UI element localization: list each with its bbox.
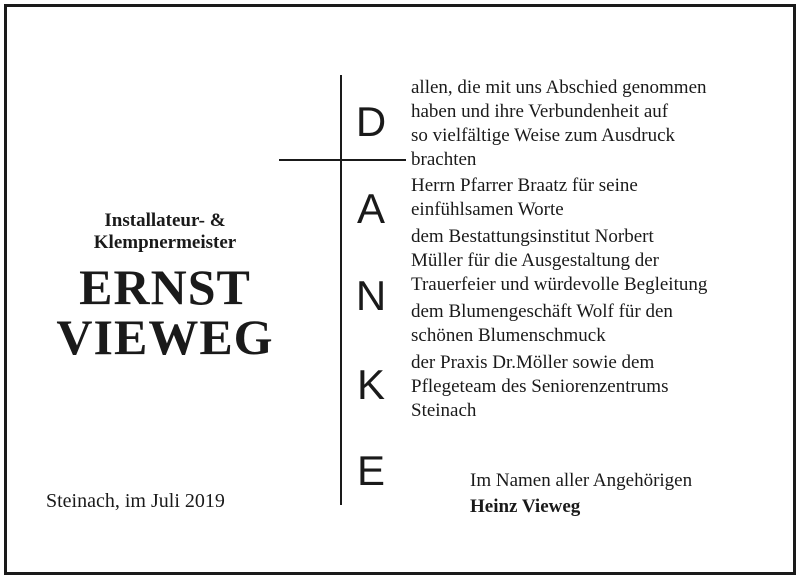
thanks-line: Trauerfeier und würdevolle Begleitung <box>411 274 708 295</box>
thanks-line: Müller für die Ausgestaltung der <box>411 250 660 271</box>
thanks-paragraph-4 <box>411 300 673 348</box>
subtitle-line-2: Klempnermeister <box>93 232 237 253</box>
thanks-line: Herrn Pfarrer Braatz für seine <box>411 175 638 196</box>
thanks-line: Pflegeteam des Seniorenzentrums <box>411 376 669 397</box>
danke-letter-n: N <box>355 272 387 319</box>
danke-letter-d: D <box>355 98 387 145</box>
danke-letter-e: E <box>356 447 385 494</box>
thanks-line: brachten <box>411 149 477 170</box>
thanks-paragraph-3 <box>411 225 707 297</box>
thanks-line: haben und ihre Verbundenheit auf <box>411 101 669 122</box>
thanks-paragraph-2 <box>411 174 638 222</box>
signature-name: Heinz Vieweg <box>470 496 581 517</box>
thanks-line: schönen Blumenschmuck <box>411 325 606 346</box>
thanks-line: Steinach <box>411 400 477 421</box>
signature-intro: Im Namen aller Angehörigen <box>470 470 693 491</box>
thanks-line: so vielfältige Weise zum Ausdruck <box>411 125 676 146</box>
deceased-last-name: VIEWEG <box>56 309 274 365</box>
thanks-paragraph-1 <box>411 76 707 172</box>
thanks-paragraph-5 <box>411 351 668 423</box>
dateline: Steinach, im Juli 2019 <box>46 490 225 512</box>
thanks-line: der Praxis Dr.Möller sowie dem <box>411 352 655 373</box>
thanks-line: einfühlsamen Worte <box>411 199 564 220</box>
cross-vertical-bar <box>340 75 342 505</box>
thanks-line: dem Bestattungsinstitut Norbert <box>411 226 654 247</box>
danke-letter-k: K <box>356 361 385 408</box>
cross-horizontal-bar <box>279 159 406 161</box>
thanks-line: allen, die mit uns Abschied genommen <box>411 77 707 98</box>
subtitle-line-1: Installateur- & <box>104 210 226 231</box>
thanks-line: dem Blumengeschäft Wolf für den <box>411 301 673 322</box>
deceased-first-name: ERNST <box>79 259 251 315</box>
danke-letter-a: A <box>356 185 385 232</box>
